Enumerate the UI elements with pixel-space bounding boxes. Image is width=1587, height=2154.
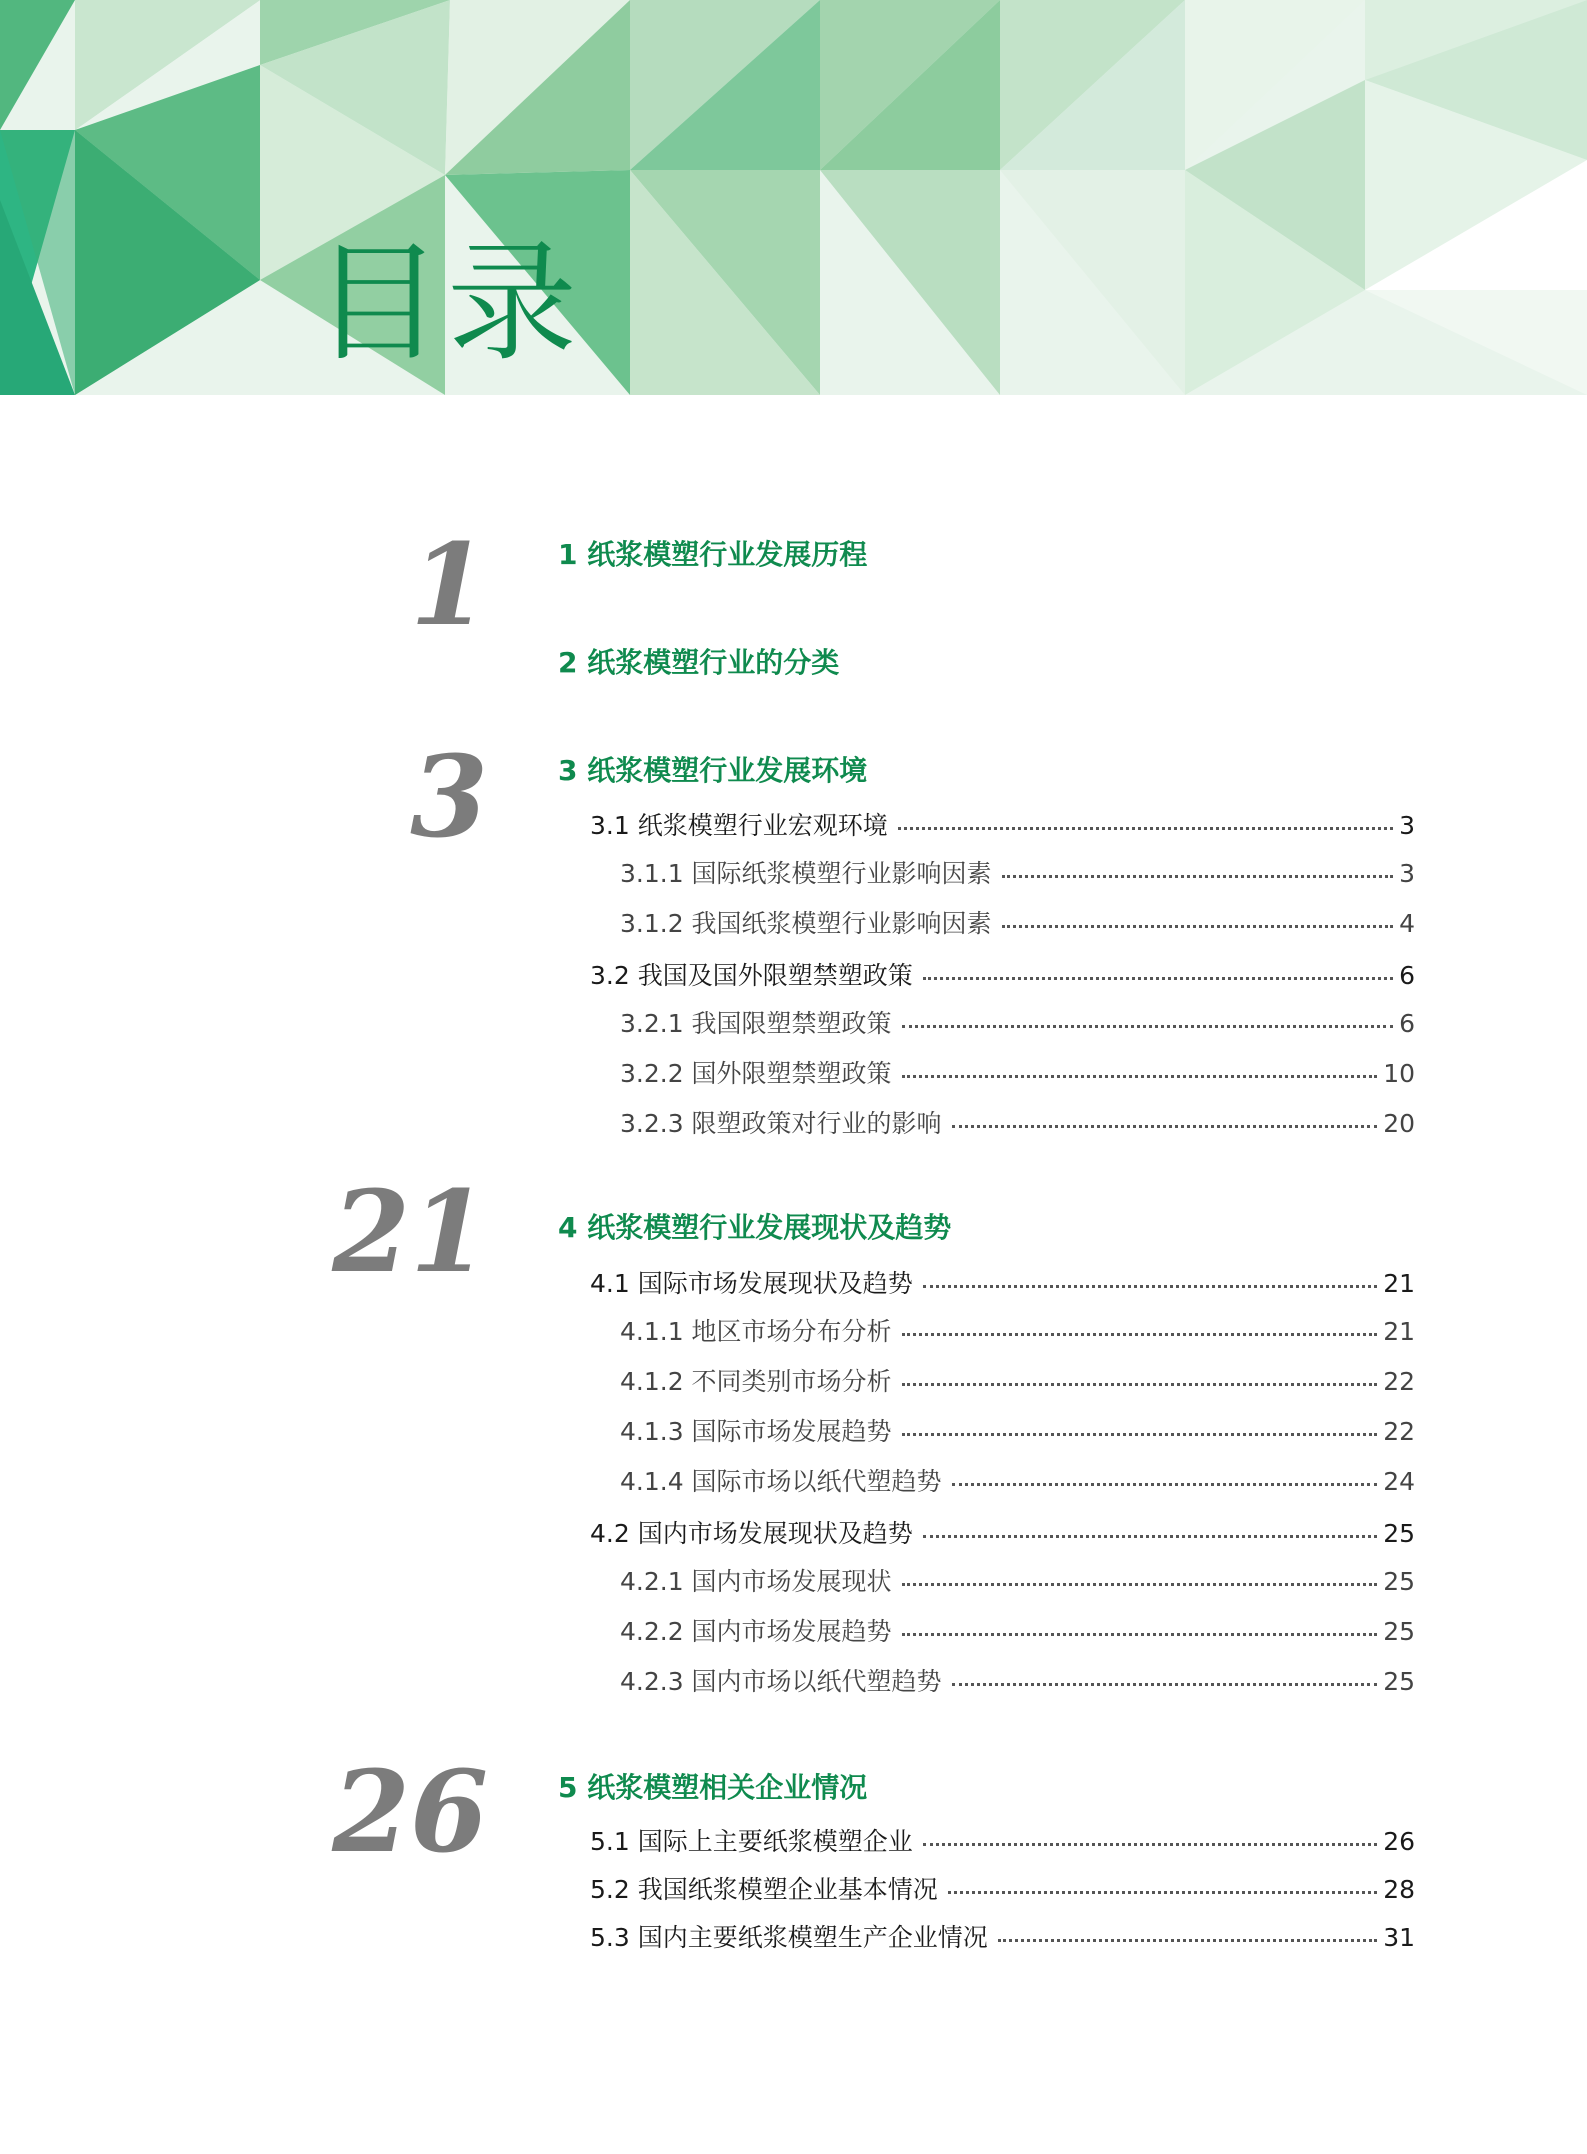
toc-entry[interactable]: [590, 1829, 1415, 1854]
toc-entry[interactable]: [620, 1061, 1415, 1086]
section-number: 1: [410, 520, 488, 651]
toc-entry-page: 22: [1383, 1417, 1415, 1446]
toc-entry-page: 28: [1383, 1875, 1415, 1904]
dot-leader: [923, 1535, 1377, 1538]
toc-entry-label: 3.2.3 限塑政策对行业的影响: [620, 1109, 942, 1138]
dot-leader: [952, 1125, 1378, 1128]
toc-entry-label: 5.2 我国纸浆模塑企业基本情况: [590, 1875, 938, 1904]
dot-leader: [1002, 925, 1394, 928]
toc-section-title[interactable]: 4 纸浆模塑行业发展现状及趋势: [558, 1211, 952, 1244]
section-number: 3: [410, 732, 488, 863]
toc-entry-label: 4.2.1 国内市场发展现状: [620, 1567, 892, 1596]
dot-leader: [952, 1683, 1378, 1686]
triangle-pattern: [0, 0, 1587, 395]
toc-entry-label: 4.1.3 国际市场发展趋势: [620, 1417, 892, 1446]
toc-entry[interactable]: [620, 1369, 1415, 1394]
toc-entry-page: 6: [1399, 961, 1415, 990]
toc-entry-page: 4: [1399, 909, 1415, 938]
toc-entry-label: 4.2.2 国内市场发展趋势: [620, 1617, 892, 1646]
dot-leader: [902, 1383, 1378, 1386]
section-number: 21: [332, 1167, 488, 1298]
toc-entry[interactable]: [590, 1271, 1415, 1296]
toc-entry-page: 25: [1383, 1617, 1415, 1646]
toc-entry-page: 21: [1383, 1269, 1415, 1298]
toc-section-title[interactable]: 3 纸浆模塑行业发展环境: [558, 754, 868, 787]
dot-leader: [902, 1075, 1378, 1078]
dot-leader: [902, 1433, 1378, 1436]
toc-entry-page: 25: [1383, 1567, 1415, 1596]
dot-leader: [923, 1843, 1377, 1846]
toc-entry-label: 3.2.1 我国限塑禁塑政策: [620, 1009, 892, 1038]
header-banner: [0, 0, 1587, 395]
toc-entry-label: 3.1 纸浆模塑行业宏观环境: [590, 811, 888, 840]
toc-entry[interactable]: [620, 1669, 1415, 1694]
toc-entry-page: 6: [1399, 1009, 1415, 1038]
dot-leader: [902, 1025, 1394, 1028]
toc-entry[interactable]: [620, 1469, 1415, 1494]
toc-entry-label: 4.2.3 国内市场以纸代塑趋势: [620, 1667, 942, 1696]
dot-leader: [948, 1891, 1377, 1894]
toc-entry[interactable]: [620, 861, 1415, 886]
toc-entry-label: 3.1.1 国际纸浆模塑行业影响因素: [620, 859, 992, 888]
toc-entry-label: 4.1 国际市场发展现状及趋势: [590, 1269, 913, 1298]
dot-leader: [898, 827, 1393, 830]
toc-entry[interactable]: [590, 1877, 1415, 1902]
toc-entry-label: 5.1 国际上主要纸浆模塑企业: [590, 1827, 913, 1856]
page-title: 目录: [313, 227, 582, 379]
toc-entry[interactable]: [620, 1111, 1415, 1136]
toc-entry-page: 22: [1383, 1367, 1415, 1396]
toc-entry-label: 4.1.1 地区市场分布分析: [620, 1317, 892, 1346]
toc-entry-label: 3.2 我国及国外限塑禁塑政策: [590, 961, 913, 990]
dot-leader: [902, 1333, 1378, 1336]
toc-entry-page: 26: [1383, 1827, 1415, 1856]
toc-section-title[interactable]: 5 纸浆模塑相关企业情况: [558, 1771, 868, 1804]
toc-entry-label: 5.3 国内主要纸浆模塑生产企业情况: [590, 1923, 988, 1952]
dot-leader: [902, 1633, 1378, 1636]
toc-entry[interactable]: [590, 1925, 1415, 1950]
toc-entry-page: 21: [1383, 1317, 1415, 1346]
dot-leader: [1002, 875, 1394, 878]
toc-entry-page: 20: [1383, 1109, 1415, 1138]
toc-entry-label: 4.1.4 国际市场以纸代塑趋势: [620, 1467, 942, 1496]
dot-leader: [923, 1285, 1377, 1288]
dot-leader: [952, 1483, 1378, 1486]
dot-leader: [998, 1939, 1377, 1942]
toc-entry[interactable]: [620, 1619, 1415, 1644]
toc-entry[interactable]: [590, 963, 1415, 988]
toc-section-title[interactable]: 1 纸浆模塑行业发展历程: [558, 538, 868, 571]
toc-entry[interactable]: [590, 1521, 1415, 1546]
toc-entry-page: 31: [1383, 1923, 1415, 1952]
dot-leader: [902, 1583, 1378, 1586]
toc-entry-page: 3: [1399, 811, 1415, 840]
toc-entry-label: 4.2 国内市场发展现状及趋势: [590, 1519, 913, 1548]
toc-entry[interactable]: [620, 1419, 1415, 1444]
toc-entry-label: 3.2.2 国外限塑禁塑政策: [620, 1059, 892, 1088]
toc-entry-page: 25: [1383, 1519, 1415, 1548]
dot-leader: [923, 977, 1393, 980]
toc-entry-label: 4.1.2 不同类别市场分析: [620, 1367, 892, 1396]
toc-entry[interactable]: [620, 1011, 1415, 1036]
toc-section-title[interactable]: 2 纸浆模塑行业的分类: [558, 646, 840, 679]
toc-entry[interactable]: [620, 911, 1415, 936]
toc-entry-page: 25: [1383, 1667, 1415, 1696]
toc-entry-page: 3: [1399, 859, 1415, 888]
toc-entry[interactable]: [620, 1569, 1415, 1594]
section-number: 26: [332, 1747, 488, 1878]
toc-entry-page: 10: [1383, 1059, 1415, 1088]
toc-entry-page: 24: [1383, 1467, 1415, 1496]
toc-entry-label: 3.1.2 我国纸浆模塑行业影响因素: [620, 909, 992, 938]
toc-entry[interactable]: [590, 813, 1415, 838]
toc-entry[interactable]: [620, 1319, 1415, 1344]
